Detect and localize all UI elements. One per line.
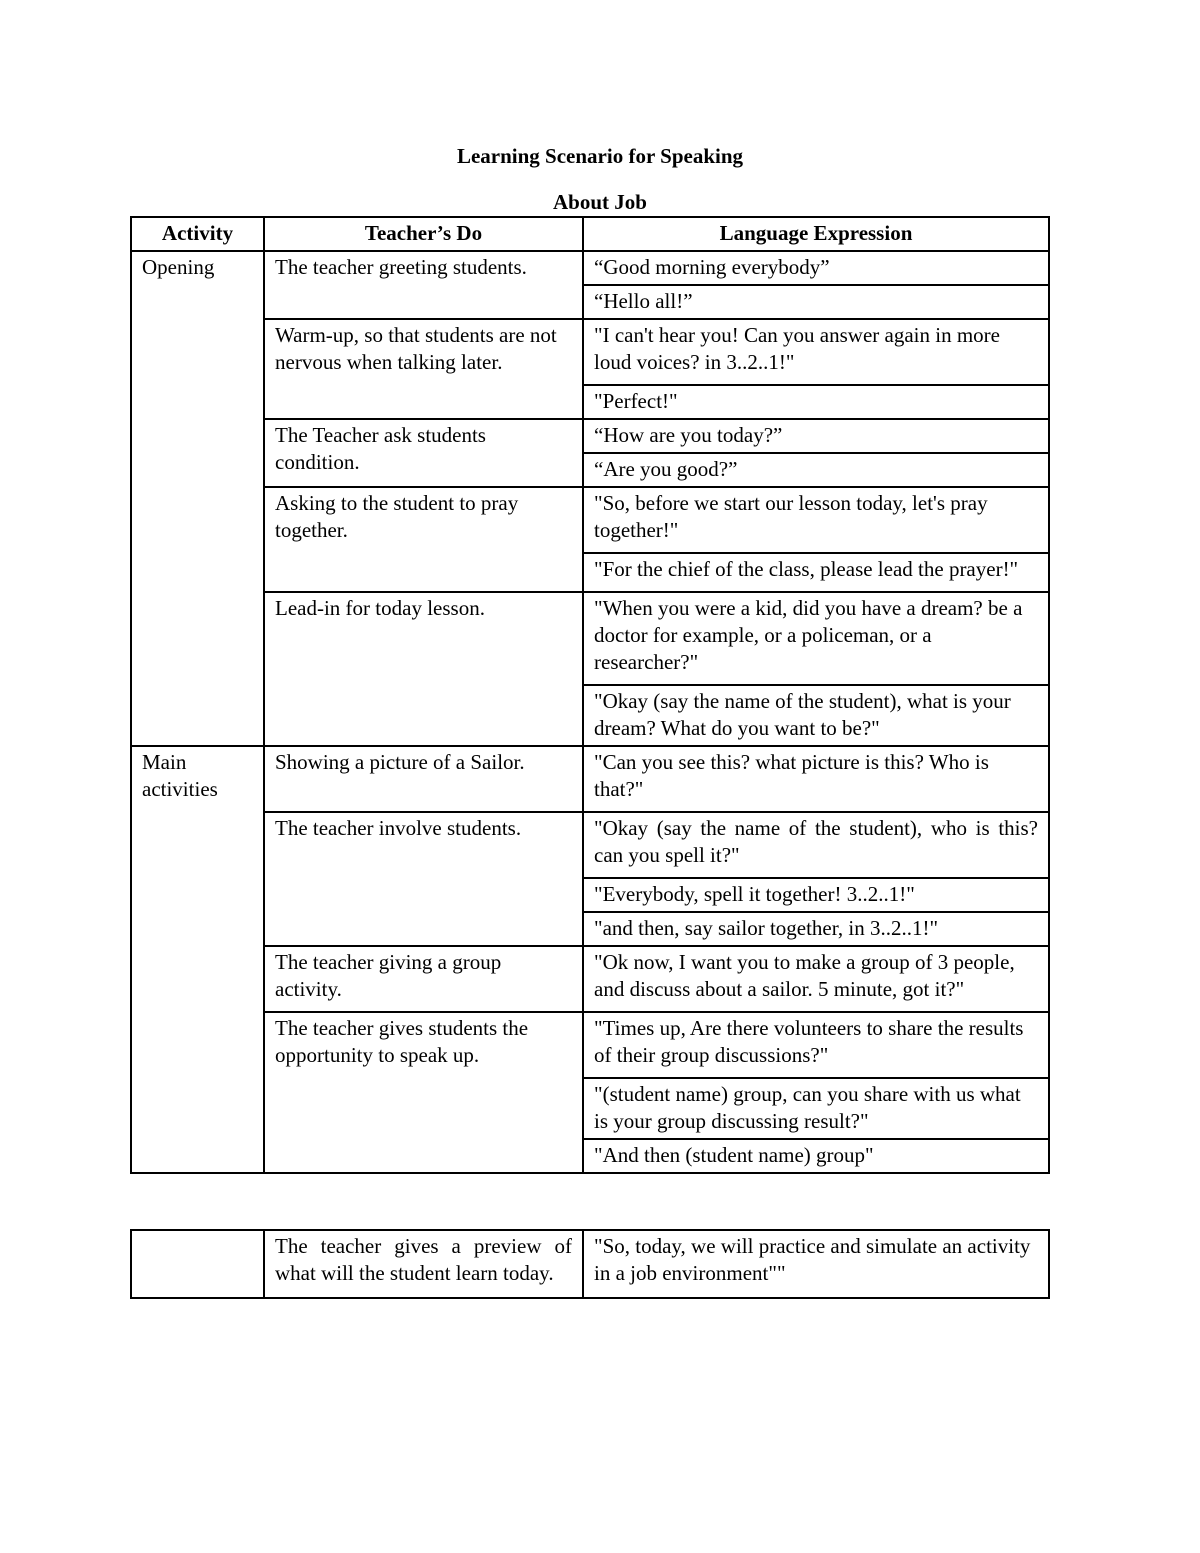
expression-cell: “Are you good?” — [583, 453, 1049, 487]
table-row — [131, 1230, 1049, 1298]
expression-cell: "Okay (say the name of the student), what is your dream? What do you want to be?" — [583, 685, 1049, 746]
expression-cell: "Everybody, spell it together! 3..2..1!" — [583, 878, 1049, 912]
activity-cell: Opening — [131, 251, 264, 746]
page-title: Learning Scenario for Speaking — [456, 144, 744, 168]
expression-cell: "(student name) group, can you share with us what is your group discussing result?" — [583, 1078, 1049, 1139]
activity-cell — [131, 1230, 264, 1298]
expression-cell: “How are you today?” — [583, 419, 1049, 453]
table-row — [131, 251, 1049, 285]
table-row — [131, 1012, 1049, 1078]
table-row — [131, 812, 1049, 878]
header-expression: Language Expression — [583, 217, 1049, 251]
teacher-cell: The Teacher ask students condition. — [264, 419, 583, 487]
scenario-table — [130, 216, 1050, 1174]
teacher-cell: The teacher gives a preview of what will the student learn today. — [264, 1230, 583, 1298]
table-row — [131, 319, 1049, 385]
teacher-cell: Asking to the student to pray together. — [264, 487, 583, 592]
expression-cell: "So, before we start our lesson today, let's pray together!" — [583, 487, 1049, 553]
expression-cell: "So, today, we will practice and simulate an activity in a job environment"" — [583, 1230, 1049, 1298]
expression-cell: "Times up, Are there volunteers to share the results of their group discussions?" — [583, 1012, 1049, 1078]
teacher-cell: The teacher greeting students. — [264, 251, 583, 319]
expression-cell: "And then (student name) group" — [583, 1139, 1049, 1173]
teacher-cell: The teacher giving a group activity. — [264, 946, 583, 1012]
teacher-cell: Lead-in for today lesson. — [264, 592, 583, 746]
expression-cell: "Perfect!" — [583, 385, 1049, 419]
page-subtitle: About Job — [553, 190, 647, 214]
expression-cell: "I can't hear you! Can you answer again in more loud voices? in 3..2..1!" — [583, 319, 1049, 385]
header-row — [131, 217, 1049, 251]
table-row — [131, 419, 1049, 453]
continuation-table — [130, 1229, 1050, 1299]
table-row — [131, 746, 1049, 812]
table-row — [131, 946, 1049, 1012]
table-row — [131, 592, 1049, 685]
expression-cell: "Can you see this? what picture is this? Who is that?" — [583, 746, 1049, 812]
header-teacher: Teacher’s Do — [264, 217, 583, 251]
expression-cell: “Good morning everybody” — [583, 251, 1049, 285]
teacher-cell: Warm-up, so that students are not nervous when talking later. — [264, 319, 583, 419]
activity-cell: Main activities — [131, 746, 264, 1173]
expression-cell: "Okay (say the name of the student), who is this? can you spell it?" — [583, 812, 1049, 878]
teacher-cell: Showing a picture of a Sailor. — [264, 746, 583, 812]
teacher-cell: The teacher gives students the opportunity to speak up. — [264, 1012, 583, 1173]
table-row — [131, 487, 1049, 553]
expression-cell: "and then, say sailor together, in 3..2..1!" — [583, 912, 1049, 946]
header-activity: Activity — [131, 217, 264, 251]
expression-cell: "When you were a kid, did you have a dream? be a doctor for example, or a policeman, or a researcher?" — [583, 592, 1049, 685]
teacher-cell: The teacher involve students. — [264, 812, 583, 946]
expression-cell: "For the chief of the class, please lead the prayer!" — [583, 553, 1049, 592]
expression-cell: “Hello all!” — [583, 285, 1049, 319]
expression-cell: "Ok now, I want you to make a group of 3 people, and discuss about a sailor. 5 minute, got it?" — [583, 946, 1049, 1012]
